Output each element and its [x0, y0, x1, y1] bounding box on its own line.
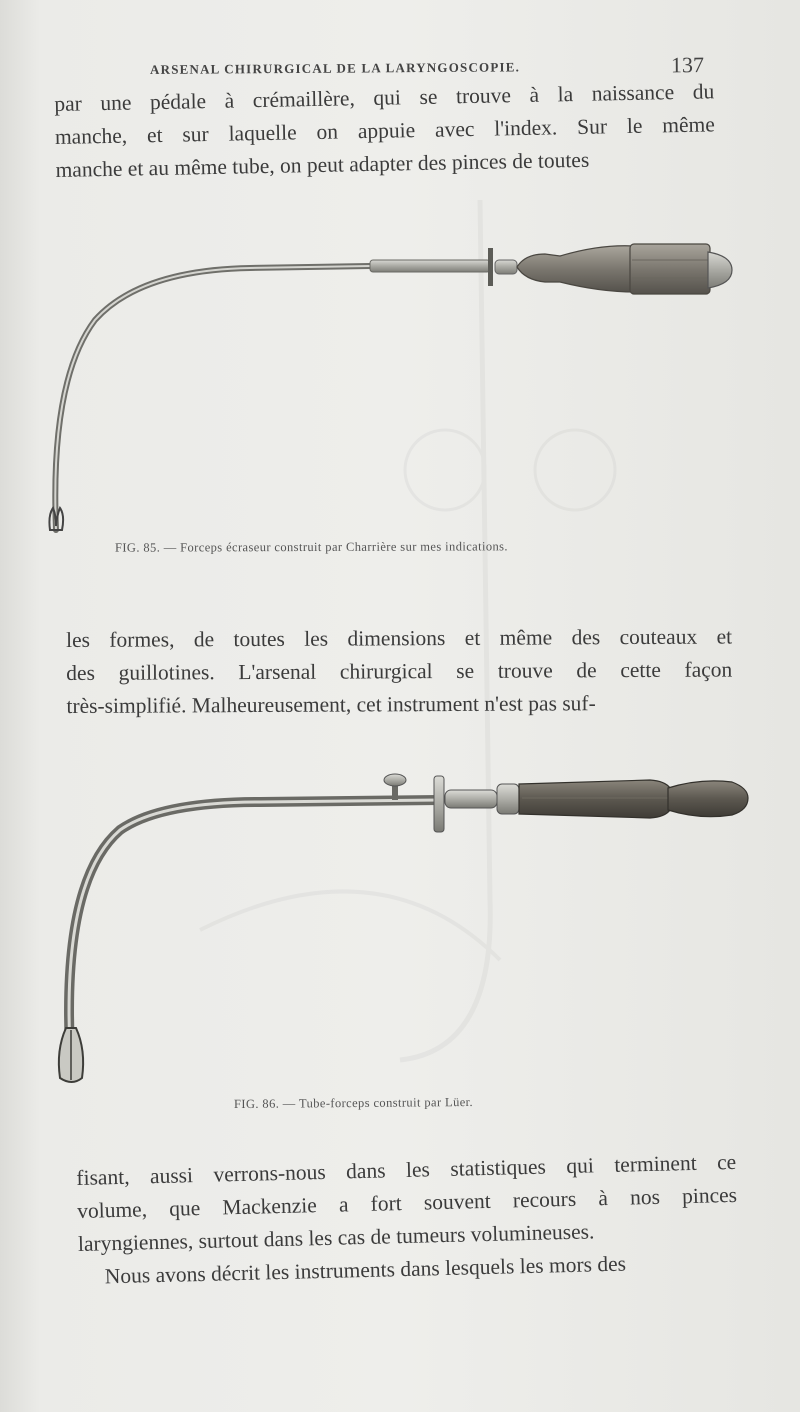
- paragraph-3: [76, 1146, 739, 1294]
- figure-85-caption: FIG. 85. — Forceps écraseur construit par Charrière sur mes indications.: [114, 539, 508, 555]
- text-line: des guillotines. L'arsenal chirurgical se trouve de cette façon: [66, 657, 733, 685]
- paragraph-1: [54, 75, 716, 187]
- text-line: fisant, aussi verrons-nous dans les statistiques qui terminent ce: [76, 1149, 737, 1190]
- running-title: ARSENAL CHIRURGICAL DE LA LARYNGOSCOPIE.: [149, 59, 521, 77]
- text-line: laryngiennes, surtout dans les cas de tumeurs volumineuses.: [77, 1219, 595, 1256]
- text-line: par une pédale à crémaillère, qui se trouve à la naissance du: [54, 79, 715, 116]
- text-line: manche et au même tube, on peut adapter des pinces de toutes: [55, 147, 590, 182]
- text-line: volume, que Mackenzie a fort souvent recours à nos pinces: [76, 1182, 738, 1223]
- figure-86-caption: FIG. 86. — Tube-forceps construit par Lüer.: [233, 1094, 474, 1112]
- text-line: manche, et sur laquelle on appuie avec l'index. Sur le même: [54, 112, 716, 149]
- page-number: 137: [670, 52, 705, 78]
- tube-forceps-illustration: [0, 760, 800, 1100]
- text-line: les formes, de toutes les dimensions et même des couteaux et: [66, 624, 733, 652]
- paragraph-2: [66, 621, 733, 723]
- forceps-ecraseur-illustration: [0, 230, 800, 550]
- text-line: Nous avons décrit les instruments dans lesquels les mors des: [104, 1251, 627, 1289]
- text-line: très-simplifié. Malheureusement, cet instrument n'est pas suf-: [66, 691, 596, 718]
